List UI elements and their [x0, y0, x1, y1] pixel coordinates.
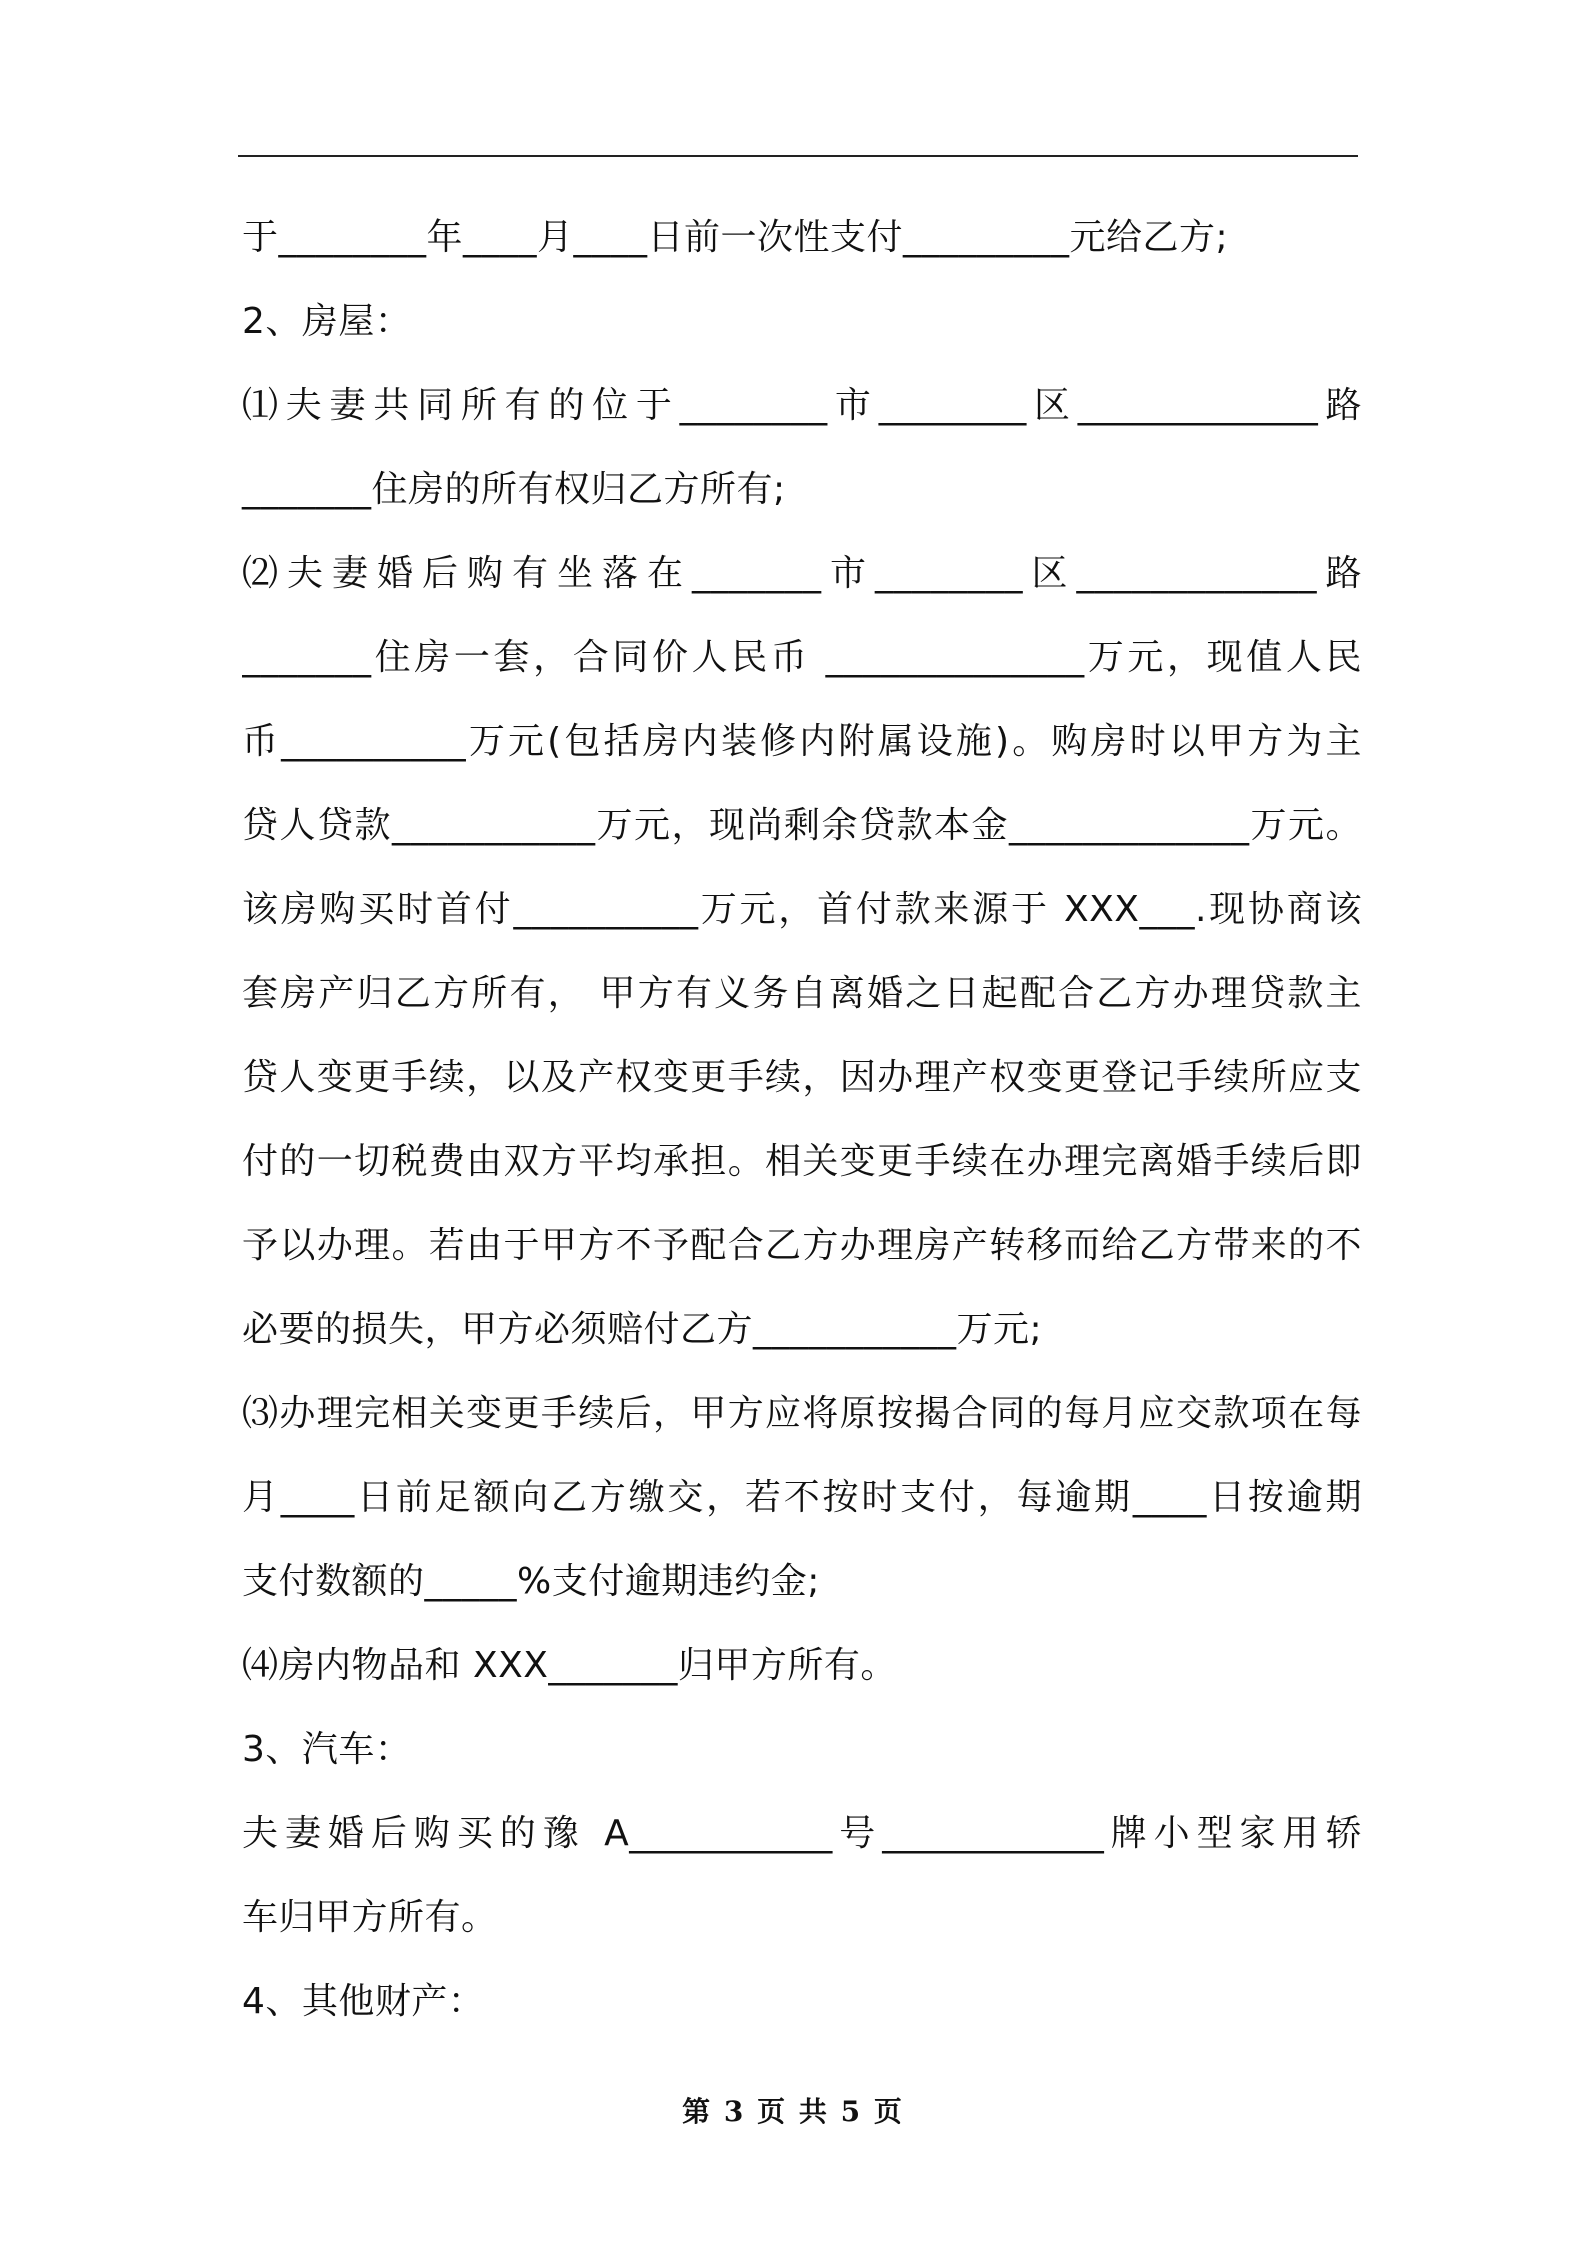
- body-line: 贷人变更手续，以及产权变更手续，因办理产权变更登记手续所应支: [242, 1057, 1362, 1098]
- body-line: 车归甲方所有。: [242, 1897, 498, 1938]
- page-number: 第 3 页 共 5 页: [682, 2095, 904, 2128]
- body-line: 夫妻婚后购买的豫 A___________号____________牌小型家用轿: [242, 1813, 1362, 1854]
- body-line: 贷人贷款___________万元，现尚剩余贷款本金_____________万元。: [242, 805, 1362, 846]
- body-line: 该房购买时首付__________万元，首付款来源于 XXX___.现协商该: [242, 889, 1362, 930]
- body-line: ⑷房内物品和 XXX_______归甲方所有。: [242, 1645, 897, 1686]
- section-heading-other-property: 4、其他财产：: [242, 1981, 485, 2022]
- body-line: 付的一切税费由双方平均承担。相关变更手续在办理完离婚手续后即: [242, 1141, 1362, 1182]
- body-line: 支付数额的_____%支付逾期违约金;: [242, 1561, 820, 1602]
- header-rule: [238, 155, 1358, 157]
- body-line: ⑶办理完相关变更手续后，甲方应将原按揭合同的每月应交款项在每: [242, 1393, 1362, 1434]
- document-body: [242, 196, 1362, 2044]
- body-line: 必要的损失，甲方必须赔付乙方___________万元;: [242, 1309, 1043, 1350]
- body-line: _______住房一套，合同价人民币 ______________万元，现值人民: [242, 637, 1362, 678]
- body-line: 币__________万元(包括房内装修内附属设施)。购房时以甲方为主: [242, 721, 1362, 762]
- section-heading-car: 3、汽车：: [242, 1729, 412, 1770]
- body-line: _______住房的所有权归乙方所有;: [242, 469, 786, 510]
- section-heading-housing: 2、房屋：: [242, 301, 412, 342]
- body-line: 于________年____月____日前一次性支付_________元给乙方;: [242, 217, 1229, 258]
- body-line: 予以办理。若由于甲方不予配合乙方办理房产转移而给乙方带来的不: [242, 1225, 1362, 1266]
- body-line: ⑵夫妻婚后购有坐落在_______市________区_____________路: [242, 553, 1362, 594]
- body-line: 月____日前足额向乙方缴交，若不按时支付，每逾期____日按逾期: [242, 1477, 1362, 1518]
- body-line: ⑴夫妻共同所有的位于________市________区_____________路: [242, 385, 1362, 426]
- body-line: 套房产归乙方所有， 甲方有义务自离婚之日起配合乙方办理贷款主: [242, 973, 1362, 1014]
